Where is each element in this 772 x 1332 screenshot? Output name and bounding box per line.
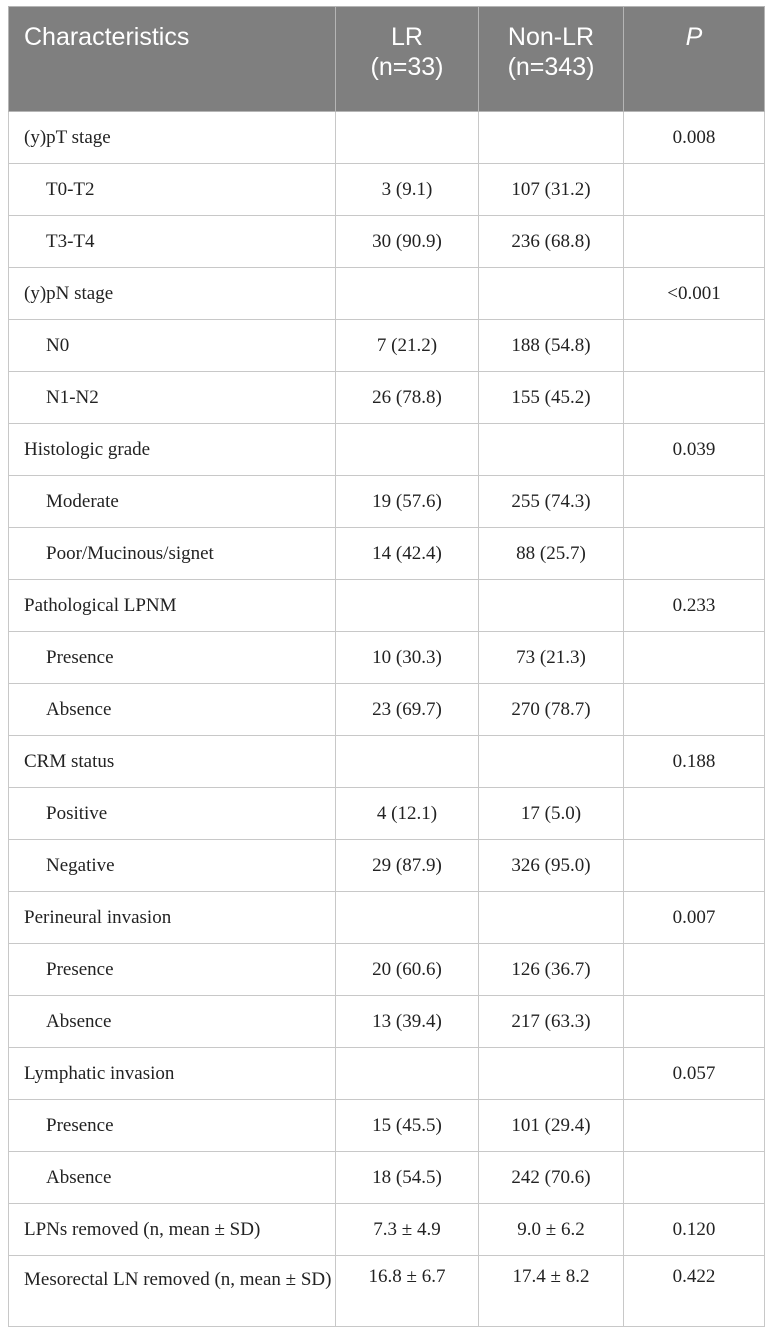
- nonlr-cell: 107 (31.2): [479, 164, 624, 216]
- p-cell: [624, 996, 765, 1048]
- nonlr-cell: 155 (45.2): [479, 372, 624, 424]
- table-row: [9, 944, 765, 996]
- header-characteristics: Characteristics: [9, 7, 336, 112]
- table-row: [9, 736, 765, 788]
- lr-cell: [336, 424, 479, 476]
- lr-cell: [336, 1048, 479, 1100]
- table-row: [9, 1256, 765, 1327]
- table-row: [9, 632, 765, 684]
- p-cell: [624, 788, 765, 840]
- table-row: [9, 788, 765, 840]
- row-label: Moderate: [9, 476, 336, 528]
- lr-cell: 7.3 ± 4.9: [336, 1204, 479, 1256]
- row-label: Absence: [9, 1152, 336, 1204]
- lr-cell: 23 (69.7): [336, 684, 479, 736]
- table-row: [9, 528, 765, 580]
- nonlr-cell: 73 (21.3): [479, 632, 624, 684]
- p-cell: 0.057: [624, 1048, 765, 1100]
- p-cell: 0.039: [624, 424, 765, 476]
- row-label: Absence: [9, 996, 336, 1048]
- lr-cell: [336, 112, 479, 164]
- table-row: [9, 1048, 765, 1100]
- lr-cell: [336, 736, 479, 788]
- lr-cell: [336, 892, 479, 944]
- lr-cell: 16.8 ± 6.7: [336, 1256, 479, 1327]
- p-cell: [624, 1100, 765, 1152]
- p-cell: [624, 840, 765, 892]
- row-label: Mesorectal LN removed (n, mean ± SD): [9, 1256, 336, 1327]
- table-row: [9, 1100, 765, 1152]
- nonlr-cell: 17.4 ± 8.2: [479, 1256, 624, 1327]
- table-row: [9, 320, 765, 372]
- table-row: [9, 892, 765, 944]
- lr-cell: 19 (57.6): [336, 476, 479, 528]
- nonlr-cell: [479, 892, 624, 944]
- nonlr-cell: [479, 424, 624, 476]
- lr-cell: [336, 268, 479, 320]
- p-cell: 0.120: [624, 1204, 765, 1256]
- nonlr-cell: [479, 268, 624, 320]
- nonlr-cell: 9.0 ± 6.2: [479, 1204, 624, 1256]
- header-p-value: P: [624, 7, 765, 112]
- header-nonlr: [479, 7, 624, 112]
- table-row: [9, 1204, 765, 1256]
- table-row: [9, 216, 765, 268]
- lr-cell: 30 (90.9): [336, 216, 479, 268]
- row-label: (y)pN stage: [9, 268, 336, 320]
- nonlr-cell: [479, 112, 624, 164]
- p-cell: 0.422: [624, 1256, 765, 1327]
- row-label: N0: [9, 320, 336, 372]
- table-row: [9, 996, 765, 1048]
- nonlr-cell: 270 (78.7): [479, 684, 624, 736]
- p-cell: [624, 528, 765, 580]
- lr-cell: 18 (54.5): [336, 1152, 479, 1204]
- nonlr-cell: 88 (25.7): [479, 528, 624, 580]
- header-lr: [336, 7, 479, 112]
- p-cell: 0.233: [624, 580, 765, 632]
- lr-cell: 4 (12.1): [336, 788, 479, 840]
- row-label: Perineural invasion: [9, 892, 336, 944]
- p-cell: [624, 944, 765, 996]
- lr-cell: 14 (42.4): [336, 528, 479, 580]
- nonlr-cell: 126 (36.7): [479, 944, 624, 996]
- lr-cell: 7 (21.2): [336, 320, 479, 372]
- table-row: [9, 684, 765, 736]
- nonlr-cell: 255 (74.3): [479, 476, 624, 528]
- row-label: CRM status: [9, 736, 336, 788]
- lr-cell: 10 (30.3): [336, 632, 479, 684]
- header-lr-label: LR: [391, 23, 423, 51]
- characteristics-table: [8, 6, 765, 1327]
- p-cell: 0.188: [624, 736, 765, 788]
- header-nonlr-count: (n=343): [507, 53, 595, 81]
- row-label: Lymphatic invasion: [9, 1048, 336, 1100]
- lr-cell: [336, 580, 479, 632]
- lr-cell: 15 (45.5): [336, 1100, 479, 1152]
- row-label: Presence: [9, 944, 336, 996]
- row-label: Poor/Mucinous/signet: [9, 528, 336, 580]
- row-label: T0-T2: [9, 164, 336, 216]
- nonlr-cell: 17 (5.0): [479, 788, 624, 840]
- nonlr-cell: [479, 736, 624, 788]
- header-lr-count: (n=33): [370, 53, 444, 81]
- table-row: [9, 372, 765, 424]
- p-cell: [624, 632, 765, 684]
- lr-cell: 26 (78.8): [336, 372, 479, 424]
- nonlr-cell: 242 (70.6): [479, 1152, 624, 1204]
- p-cell: [624, 684, 765, 736]
- p-cell: 0.007: [624, 892, 765, 944]
- row-label: Presence: [9, 632, 336, 684]
- row-label: N1-N2: [9, 372, 336, 424]
- nonlr-cell: 326 (95.0): [479, 840, 624, 892]
- row-label: (y)pT stage: [9, 112, 336, 164]
- row-label: T3-T4: [9, 216, 336, 268]
- nonlr-cell: [479, 1048, 624, 1100]
- row-label: Pathological LPNM: [9, 580, 336, 632]
- nonlr-cell: [479, 580, 624, 632]
- table-row: [9, 840, 765, 892]
- table-row: [9, 580, 765, 632]
- table-row: [9, 164, 765, 216]
- p-cell: 0.008: [624, 112, 765, 164]
- table-row: [9, 424, 765, 476]
- lr-cell: 20 (60.6): [336, 944, 479, 996]
- row-label: Positive: [9, 788, 336, 840]
- p-cell: [624, 476, 765, 528]
- table-row: [9, 1152, 765, 1204]
- table-row: [9, 268, 765, 320]
- table-row: [9, 112, 765, 164]
- nonlr-cell: 217 (63.3): [479, 996, 624, 1048]
- nonlr-cell: 236 (68.8): [479, 216, 624, 268]
- lr-cell: 29 (87.9): [336, 840, 479, 892]
- header-row: [9, 7, 765, 112]
- row-label: LPNs removed (n, mean ± SD): [9, 1204, 336, 1256]
- header-nonlr-label: Non-LR: [507, 23, 595, 51]
- row-label: Negative: [9, 840, 336, 892]
- nonlr-cell: 101 (29.4): [479, 1100, 624, 1152]
- row-label: Histologic grade: [9, 424, 336, 476]
- table-row: [9, 476, 765, 528]
- row-label: Presence: [9, 1100, 336, 1152]
- p-cell: [624, 1152, 765, 1204]
- lr-cell: 13 (39.4): [336, 996, 479, 1048]
- p-cell: [624, 372, 765, 424]
- p-cell: [624, 216, 765, 268]
- p-cell: <0.001: [624, 268, 765, 320]
- lr-cell: 3 (9.1): [336, 164, 479, 216]
- nonlr-cell: 188 (54.8): [479, 320, 624, 372]
- p-cell: [624, 164, 765, 216]
- p-cell: [624, 320, 765, 372]
- row-label: Absence: [9, 684, 336, 736]
